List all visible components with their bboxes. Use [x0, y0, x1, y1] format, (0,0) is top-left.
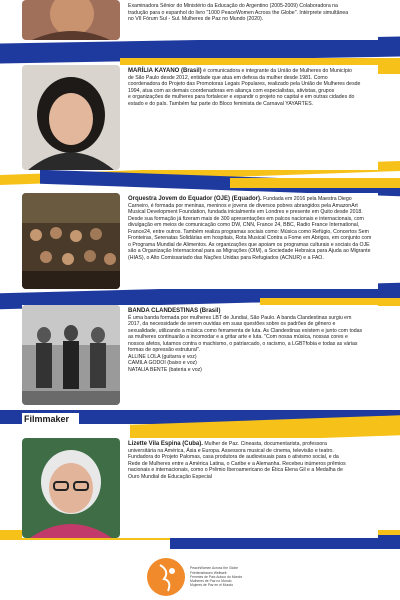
profile-entry [22, 65, 378, 170]
profile-bio: Lizette Vila Espina (Cuba). Mulher de Paz. Cineasta, documentarista, professora universitária na América, Ásia e Europa. Assessora musical de cinema, televisão e teatro. Fundadora do Projeto Palomas, casa produtora de audiovisuais para o ativismo social, e da Rede de Mulheres entre a América Latina, o Caribe e a Alemanha. Recebeu inúmeros prêmios nacionais e internacionais, como o Prêmio Iberoamericano de Ética Elena Gil e a Medalha de Ouro Mundial de Educação Especial [128, 441, 346, 480]
profile-name: Orquestra Jovem do Equador (OJE) (Equador). [128, 196, 262, 202]
profile-entry [22, 438, 378, 538]
logo-emblem-icon [146, 557, 186, 597]
decor-stripe-yellow-3 [230, 178, 400, 188]
profile-bio: Orquestra Jovem do Equador (OJE) (Equador). Fundada em 2016 pela Maestra Diego Carneiro, é formada por meninas, meninos e jovens de diversos pobres abrangidos pela AmazonArt Musical Development Foundation, fundada inicialmente em Londres e presente em Quito desde 2018. Desde sua formação já fizeram mais de 300 apresentações em palcos nacionais e internacionais, com divulgação em meios de comunicação como DW, CNN, France 24, BBC, Radio France International, France24, entre outros. Também realiza programas sociais como: Música como Refúgio, Concertos Sem Fronteiras, Serenatas Solidárias em hospitais, Rota Musical Contra a Fome em Abrigos, em conjunto com o Programa Mundial de Alimentos. As organizações que apoiam os programas culturais e sociais da OJE são a Organização Internacional para as Migrações (OIM), a Sociedade Hebraica para Ajuda ao Migrante (HIAS), o Alto Comissariado das Nações Unidas para Refugiados (ACNUR) e a FAO. [128, 196, 372, 261]
profile-name: MARÍLIA KAYANO (Brasil) [128, 68, 202, 74]
profile-name: Lizette Vila Espina (Cuba). [128, 441, 203, 447]
profile-bio: Examinadora Sênior do Ministério da Educação do Argentino (2005-2009) Colaboradora na tradução para o espanhol do livro "1000 PeaceWomen Across the Globe". Intérprete simultânea no VII Fórum Sul - Sul. Mulheres de Paz no Mundo (2020). [128, 3, 349, 22]
profile-photo [22, 305, 120, 405]
profile-bio: MARÍLIA KAYANO (Brasil) é comunicadora e integrante da União de Mulheres do Município de São Paulo desde 2012, entidade que atua em defesa da mulher desde 1981. Como coordenadora do Projeto das Promotoras Legais Populares, realizado pela União de Mulheres desde 1994, atua com as demais coordenadoras em aliança com especialistas, ativistas, grupos e organizações de mulheres para fortalecer e expandir o projeto no capital e em outras cidades do estado e do país. Também faz parte do Bloco feminista de Carnaval YAYARTES. [128, 68, 361, 107]
organization-logo [146, 555, 266, 599]
profile-entry [22, 305, 378, 405]
profile-entry [22, 0, 378, 40]
profile-photo [22, 438, 120, 538]
profile-entry [22, 193, 378, 289]
profile-photo [22, 193, 120, 289]
profile-photo [22, 65, 120, 170]
profile-name: BANDA CLANDESTINAS (Brasil) [128, 308, 221, 314]
profile-photo [22, 0, 120, 40]
profile-bio: BANDA CLANDESTINAS (Brasil) É uma banda formada por mulheres LBT de Jundiaí, São Paulo. A banda Clandestinas surgiu em 2017, da necessidade de serem ouvidas em suas questões sobre os padrões de gênero e sexualidade, utilizando a música como ferramenta de luta. As Clandestinas existem e junto com todas as mulheres continuarão a incomodar e a gritar arte e luta. "Com nossa música, nossas cores e nossos afetos, lutamos contra o machismo, o patriarcado, o racismo, a LGBTfobia e todas as várias formas de opressão estrutural". ALLINE LOLA (guitarra e voz) CAMILA GODOI (baixo e voz) NATALIA BENTE (bateria e voz) [128, 308, 363, 373]
logo-text: PeaceWomen Across the Globe Friedensfrauen Weltweit Femmes de Paix Autour du Monde Mulheres de Paz no Mundo Mujeres de Paz en el Mundo [190, 566, 243, 588]
section-heading: Filmmaker [22, 413, 79, 425]
